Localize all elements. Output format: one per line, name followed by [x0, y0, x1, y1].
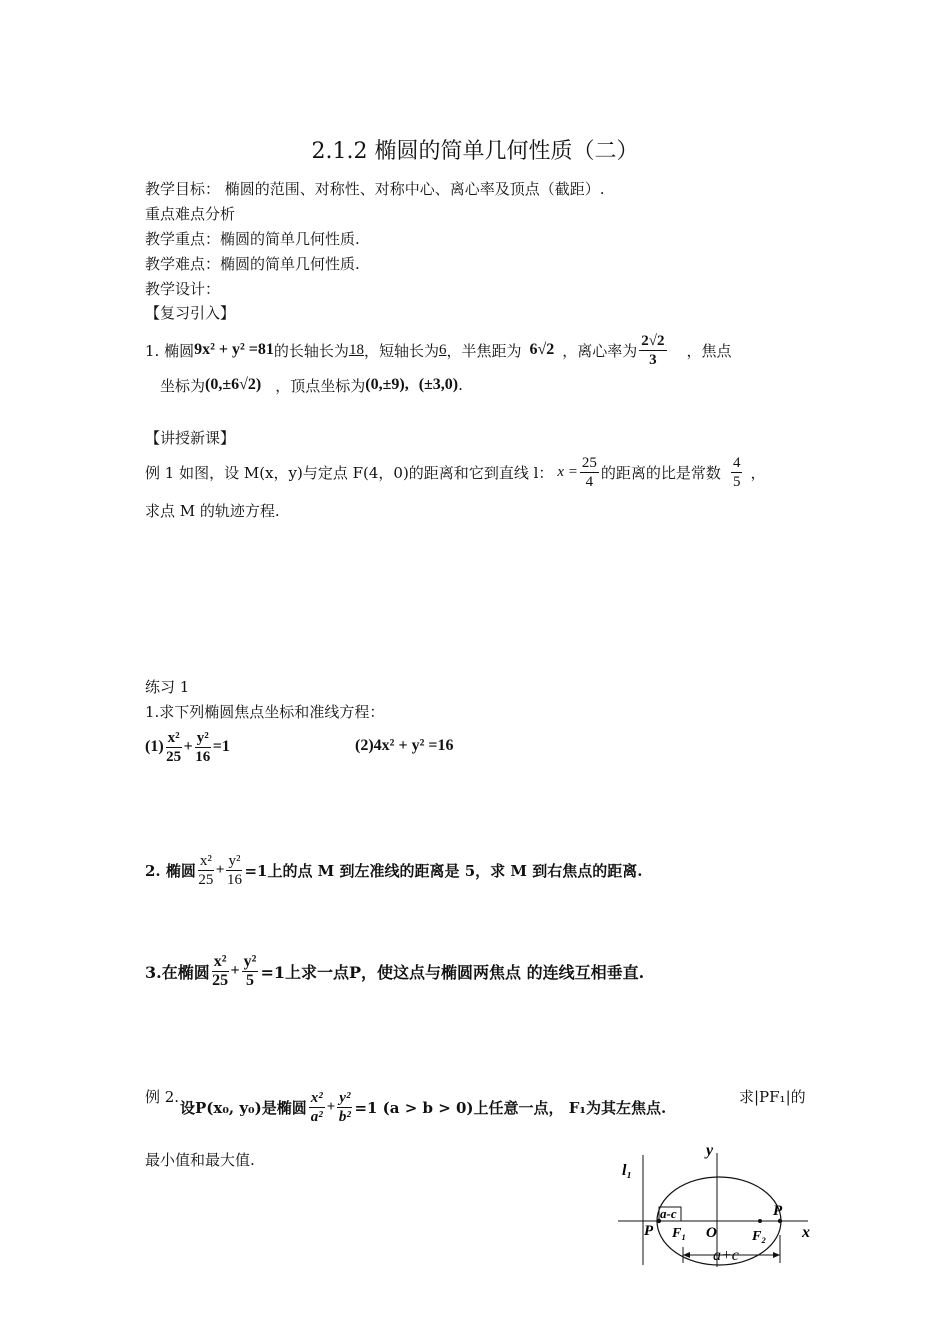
eccentricity-denominator: 3 — [649, 351, 657, 368]
example1-text-a: 例 1 如图，设 M(x，y)与定点 F(4，0)的距离和它到直线 l： — [145, 463, 554, 482]
point-f2 — [758, 1219, 762, 1223]
review-header: 【复习引入】 — [145, 304, 236, 322]
part1-denominator-x: 25 — [166, 748, 182, 765]
answer-major-axis: 18 — [348, 341, 364, 358]
review-text-4: ，离心率为 — [562, 341, 638, 360]
directrix-label: l₁ — [622, 1162, 633, 1179]
example1-line2: 求点 M 的轨迹方程. — [145, 502, 280, 520]
q3-numerator-y: y² — [243, 952, 257, 970]
part1-rhs: =1 — [212, 738, 230, 755]
design-heading: 教学设计： — [145, 280, 221, 298]
practice-q1-part2: (2)4x² + y² =16 — [355, 737, 454, 754]
q2-denominator-y: 16 — [226, 871, 242, 888]
analysis-heading: 重点难点分析 — [145, 205, 236, 223]
directrix-denominator: 4 — [585, 473, 594, 490]
answer-foci: (0,±6√2) — [205, 376, 262, 393]
review-text-1: 的长轴长为 — [273, 341, 349, 360]
q2-text-a: 2. 椭圆 — [145, 861, 196, 880]
point-p-right — [778, 1219, 782, 1223]
directrix-numerator: 25 — [581, 454, 597, 471]
q3-text-b: =1上求一点P，使这点与椭圆两焦点 的连线互相垂直. — [260, 962, 645, 982]
example2-denominator-x: a² — [310, 1108, 323, 1125]
directrix-lhs: x = — [557, 463, 578, 480]
example2-line2: 最小值和最大值. — [145, 1151, 255, 1169]
example2-denominator-y: b² — [338, 1108, 351, 1125]
example2-numerator-y: y² — [339, 1089, 351, 1106]
a-plus-c-label: a+c — [713, 1247, 739, 1264]
q2-plus: + — [215, 861, 225, 878]
a-minus-c-label: a-c — [660, 1206, 677, 1221]
p-right-label: P — [773, 1203, 783, 1219]
answer-semi-focal: 6√2 — [529, 341, 555, 358]
example2-fraction-x — [309, 1089, 325, 1126]
q2-numerator-x: x² — [199, 852, 212, 869]
example2-text-b: =1 (a > b > 0)上任意一点， F₁为其左焦点. — [354, 1098, 667, 1117]
practice-header: 练习 1 — [145, 678, 190, 696]
key-point: 教学重点：椭圆的简单几何性质. — [145, 230, 360, 248]
eccentricity-numerator: 2√2 — [641, 332, 665, 349]
difficulty: 教学难点：椭圆的简单几何性质. — [145, 255, 360, 273]
practice-q3 — [145, 948, 644, 994]
arrowhead-right — [773, 1252, 780, 1258]
f2-label: F₂ — [752, 1229, 767, 1244]
part1-plus: + — [183, 738, 193, 755]
example2-plus: + — [326, 1098, 336, 1115]
practice-q2 — [145, 848, 642, 892]
review-text-3: ，半焦距为 — [446, 341, 522, 360]
q3-text-a: 3.在椭圆 — [145, 962, 210, 982]
review-text-6: 坐标为 — [160, 376, 206, 395]
page-title: 2.1.2 椭圆的简单几何性质（二） — [311, 139, 639, 164]
example2-statement — [180, 1084, 666, 1130]
review-prefix: 1. 椭圆 — [145, 341, 195, 360]
practice-q1: 1.求下列椭圆焦点坐标和准线方程： — [145, 703, 385, 721]
answer-vertex-2: (±3,0) — [418, 376, 459, 393]
p-left-label: P — [644, 1223, 654, 1239]
new-lesson-header: 【讲授新课】 — [145, 429, 236, 447]
q2-denominator-x: 25 — [198, 871, 214, 888]
answer-vertex-1: (0,±9) — [365, 376, 405, 393]
part1-label: (1) — [145, 738, 164, 755]
review-text-2: ，短轴长为 — [363, 341, 439, 360]
q2-fraction-y — [226, 852, 242, 889]
ratio-denominator: 5 — [732, 473, 741, 490]
directrix-fraction — [580, 454, 599, 491]
review-question-line1 — [145, 330, 732, 370]
review-text-5: ，焦点 — [686, 341, 732, 360]
example1-text-b: 的距离的比是常数 — [600, 463, 721, 482]
example2-numerator-x: x² — [310, 1089, 323, 1106]
part1-fraction-y — [195, 729, 211, 766]
review-question-line2 — [160, 372, 463, 398]
example2-label: 例 2. — [145, 1088, 180, 1106]
part1-numerator-x: x² — [167, 729, 180, 746]
q3-denominator-y: 5 — [246, 971, 255, 989]
answer-vertex-sep: , — [404, 376, 409, 393]
ellipse-figure — [610, 1135, 820, 1275]
x-axis-label: x — [802, 1224, 810, 1241]
example1-line1 — [145, 451, 765, 493]
ratio-numerator: 4 — [732, 454, 741, 471]
review-text-7: ，顶点坐标为 — [275, 376, 366, 395]
eccentricity-fraction — [639, 332, 666, 369]
q2-numerator-y: y² — [228, 852, 241, 869]
origin-label: O — [706, 1225, 717, 1241]
q3-plus: + — [230, 962, 240, 979]
part1-numerator-y: y² — [196, 729, 209, 746]
review-end: . — [458, 376, 463, 394]
part1-fraction-x — [166, 729, 182, 766]
example2-text-a: 设P(x₀, y₀)是椭圆 — [180, 1098, 307, 1117]
ratio-fraction — [731, 454, 743, 491]
part1-denominator-y: 16 — [195, 748, 211, 765]
q3-denominator-x: 25 — [212, 971, 229, 989]
y-axis-label: y — [706, 1142, 714, 1159]
q3-fraction-y — [242, 953, 259, 990]
q2-text-b: =1上的点 M 到左准线的距离是 5，求 M 到右焦点的距离. — [244, 861, 643, 880]
f1-label: F₁ — [672, 1226, 687, 1241]
q2-fraction-x — [198, 852, 214, 889]
q3-numerator-x: x² — [213, 952, 227, 970]
example2-fraction-y — [337, 1089, 352, 1126]
example2-text-c: 求|PF₁|的 — [739, 1088, 806, 1106]
answer-minor-axis: 6 — [438, 341, 447, 358]
review-equation: 9x² + y² =81 — [194, 341, 274, 358]
teaching-objectives: 教学目标： 椭圆的范围、对称性、对称中心、离心率及顶点（截距）. — [145, 180, 605, 198]
q3-fraction-x — [212, 953, 229, 990]
example1-text-c: ， — [750, 463, 766, 482]
practice-q1-part1 — [145, 726, 230, 768]
